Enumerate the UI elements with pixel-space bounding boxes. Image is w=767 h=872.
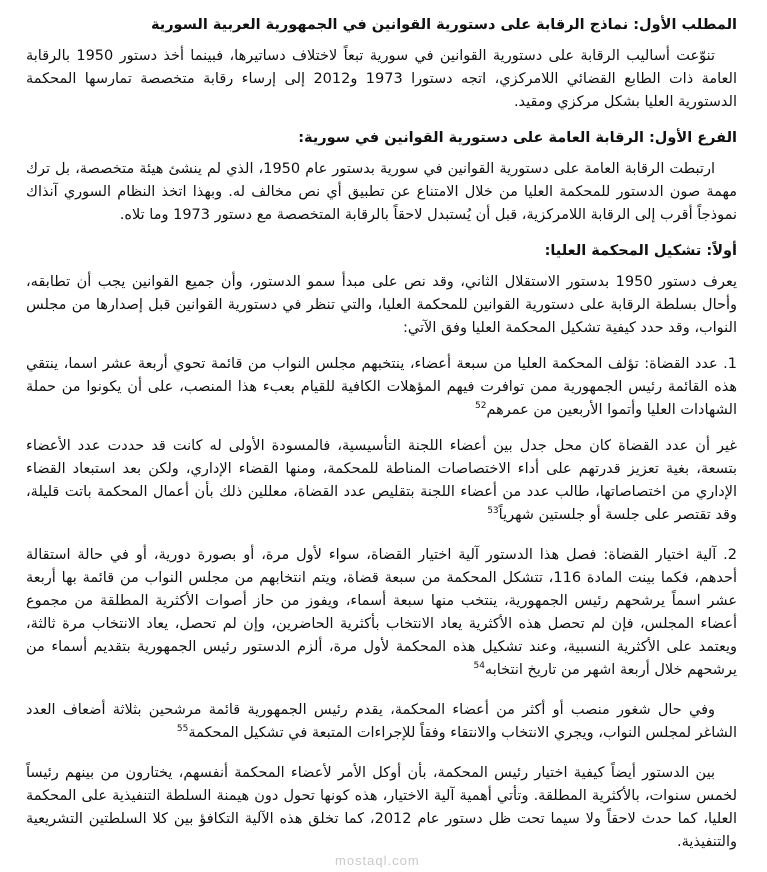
- branch-paragraph: ارتبطت الرقابة العامة على دستورية القوانين في سورية بدستور عام 1950، الذي لم ينشئ هيئة متخصصة، بل ترك مهمة صون الدستور للمحكمة العليا من خلال الامتناع عن تطبيق أي نص مخالف له. وبهذا اتخذ النظام السوري آنذاك نموذجاً أقرب إلى الرقابة اللامركزية، قبل أن يُستبدل لاحقاً بالرقابة المتخصصة مع دستور 1973 وما تلاه.: [26, 161, 737, 223]
- definition-paragraph: يعرف دستور 1950 بدستور الاستقلال الثاني، وقد نص على مبدأ سمو الدستور، وأن جميع القوانين يجب أن تطابقه، وأحال بسلطة الرقابة على دستورية القوانين للمحكمة العليا، والتي تنظر في دستورية القوانين قبل إصدارها من مجلس النواب، وقد حدد كيفية تشكيل المحكمة العليا وفق الآتي:: [26, 274, 737, 336]
- subsection-heading: أولاً: تشكيل المحكمة العليا:: [544, 243, 737, 259]
- item1-paragraph: [26, 353, 737, 422]
- section-heading: المطلب الأول: نماذج الرقابة على دستورية القوانين في الجمهورية العربية السورية: [150, 17, 737, 33]
- watermark: mostaql.com: [335, 853, 420, 868]
- vacancy-text: وفي حال شغور منصب أو أكثر من أعضاء المحكمة، يقدم رئيس الجمهورية قائمة مرشحين بثلاثة أضعاف العدد الشاغر لمجلس النواب، ويجري الانتخاب والانتقاء وفقاً للإجراءات المتبعة في تشكيل المحكمة: [26, 702, 737, 741]
- footnote-ref-55: 55: [176, 724, 189, 735]
- item1-debate-paragraph: [26, 435, 737, 527]
- footnote-ref-52: 52: [474, 401, 487, 412]
- item2-paragraph: [26, 544, 737, 682]
- item2-text: 2. آلية اختيار القضاة: فصل هذا الدستور آلية اختيار القضاة، سواء لأول مرة، أو بصورة دورية، أو في حالة استقالة أحدهم، فكما بينت المادة 116، تتشكل المحكمة من سبعة قضاة، ويتم انتخابهم من مجلس النواب من قائمة بها أربعة عشر اسماً يرشحهم رئيس الجمهورية، ينتخب منها سبعة أسماء، ويفوز من حاز أصوات الأكثرية المطلقة من مجموع أعضاء المجلس، فإن لم تحصل هذه الأكثرية يعاد الانتخاب بأكثرية الحاضرين، وإن لم تحصل، يعاد الانتخاب مرة ثالثة، ويعتمد على الأكثرية النسبية، وعند تشكيل هذه المحكمة لأول مرة، ألزم الدستور رئيس الجمهورية بتقديم أسماء من يرشحهم خلال أربعة اشهر من تاريخ انتخابه: [26, 547, 737, 678]
- item1-debate-text: غير أن عدد القضاة كان محل جدل بين أعضاء اللجنة التأسيسية، فالمسودة الأولى له كانت قد حددت عدد الأعضاء بتسعة، بغية تعزيز قدرتهم على أداء الاختصاصات المناطة للمحكمة، ومنها القضاء الإداري، ولكن بعد استبعاد القضاء الإداري من اختصاصاتها، طالب عدد من أعضاء اللجنة بتقليص عدد القضاة، معللين ذلك بأن أعمال المحكمة باتت قليلة، وقد تقتصر على جلسة أو جلستين شهرياً: [26, 438, 737, 523]
- item1-text: 1. عدد القضاة: تؤلف المحكمة العليا من سبعة أعضاء، ينتخبهم مجلس النواب من قائمة تحوي أربعة عشر اسما، ينتقي هذه القائمة رئيس الجمهورية ممن توافرت فيهم المؤهلات الكافية للقيام بعبء هذا المنصب، على أن يكونوا من حملة الشهادات العليا وأتموا الأربعين من عمرهم: [26, 356, 737, 418]
- branch-heading: الفرع الأول: الرقابة العامة على دستورية القوانين في سورية:: [298, 130, 737, 146]
- intro-paragraph: تنوّعت أساليب الرقابة على دستورية القوانين في سورية تبعاً لاختلاف دساتيرها، فبينما أخذ دستور 1950 بالرقابة العامة ذات الطابع القضائي اللامركزي، اتجه دستورا 1973 و2012 إلى إرساء رقابة متخصصة تمارسها المحكمة الدستورية العليا بشكل مركزي ومقيد.: [26, 48, 737, 110]
- footnote-ref-53: 53: [487, 506, 499, 517]
- president-paragraph: بين الدستور أيضاً كيفية اختيار رئيس المحكمة، بأن أوكل الأمر لأعضاء المحكمة أنفسهم، يختارون من بينهم رئيساً لخمس سنوات، بالأكثرية المطلقة. وتأتي أهمية آلية الاختيار، هذه كونها تحول دون هيمنة السلطة التنفيذية على المحكمة العليا، كما حدث لاحقاً ولا سيما تحت ظل دستور عام 2012، كما تخلق هذه الآلية التكافؤ بين كلا السلطتين التشريعية والتنفيذية.: [26, 765, 738, 850]
- vacancy-paragraph: [26, 699, 737, 745]
- footnote-ref-54: 54: [473, 661, 485, 672]
